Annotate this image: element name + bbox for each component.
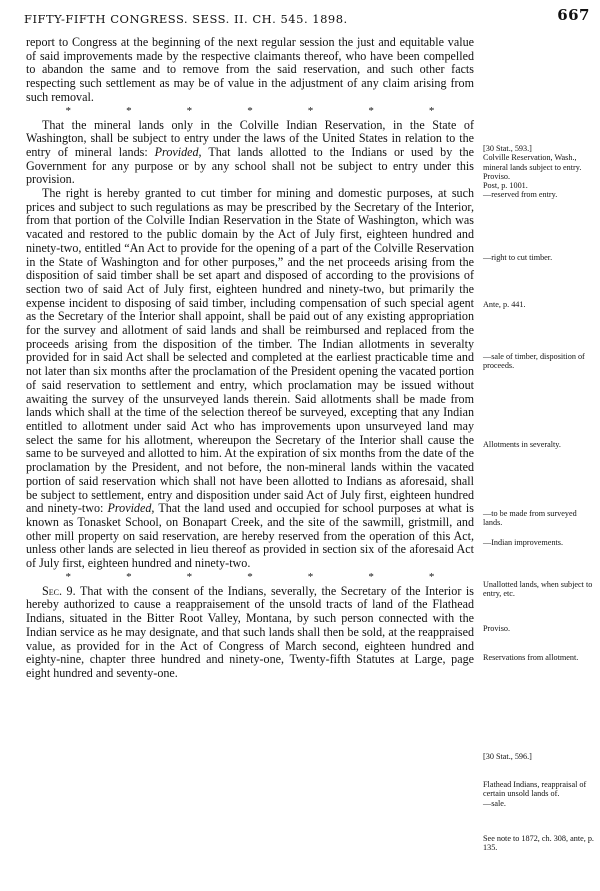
text-run: That with the consent of the Indians, severally, the Secretary of the Interior is hereby authorized to cause a reappraisement of the unsold tracts of land of the Flathead Indians, situated in the Bitter Root Valley, Montana, by such person connected with the Indian service as he may designate, and that such lands shall then be sold, at the reappraised value, as provided for in the Act of Congress of March second, eighteen hundred and eighty-nine, chapter three hundred and ninety-one, Twenty-fifth Statutes at Large, page eight hundred and seventy-one. <box>26 583 474 680</box>
page-number: 667 <box>557 6 590 24</box>
star: * <box>368 104 374 117</box>
elision-stars <box>26 105 474 119</box>
margin-note-allotments: Allotments in severalty. <box>483 440 561 449</box>
stat-citation: [30 Stat., 593.] <box>483 144 532 153</box>
margin-note-proviso: Proviso. <box>483 624 511 633</box>
text-run: That the land used and occupied for school purposes at what is known as Tonasket School, on Bonapart Creek, and the site of the sawmill, gristmill, and other mill property on said reservation, are hereby reserved from the operation of this Act, unless other lands are selected in lieu thereof as provided in section six of the aforesaid Act of July first, eighteen hundred and ninety-two. <box>26 501 474 571</box>
text-run: That the mineral lands only in the Colville Indian Reservation, in the State of Washington, shall be subject to entry under the laws of the United States in relation to the entry of mineral lands: <box>26 117 474 159</box>
margin-note-stat-596: [30 Stat., 596.] <box>483 752 532 761</box>
star: * <box>126 104 132 117</box>
margin-note-surveyed: —to be made from surveyed lands. <box>483 509 577 528</box>
star: * <box>428 104 435 117</box>
margin-note-ante: Ante, p. 441. <box>483 300 526 309</box>
running-header <box>10 6 590 26</box>
margin-note: Colville Reservation, Wash., mineral lands subject to entry. <box>483 153 582 172</box>
proviso-word: Provided, <box>107 501 155 516</box>
margin-note-sale-timber: —sale of timber, disposition of proceeds. <box>483 352 585 371</box>
text-run: That lands allotted to the Indians or used by the Government for any purpose or by any school shall not be subject to entry under this provision. <box>26 144 475 187</box>
paragraph-removal-report: report to Congress at the beginning of the next regular session the just and equitable value of said improvements made by the respective claimants thereof, who have been compelled to abandon the same and to remove from the said reservation, and such other facts respecting such settlement as may be of value in the adjustment of any claim arising from such removal. <box>26 35 474 104</box>
paragraph-mineral-lands <box>26 119 474 188</box>
star: * <box>307 570 314 583</box>
star: * <box>307 104 314 117</box>
margin-note-reservations: Reservations from allotment. <box>483 653 579 662</box>
margin-note-colville <box>483 144 598 200</box>
section-label: Sec. 9. <box>42 583 76 598</box>
margin-note-unallotted: Unallotted lands, when subject to entry, etc. <box>483 580 593 599</box>
star: * <box>65 570 72 583</box>
margin-note: —reserved from entry. <box>483 190 558 200</box>
margin-note: Proviso. <box>483 171 511 181</box>
text-run: The right is hereby granted to cut timber for mining and domestic purposes, at such prices and subject to such regulations as may be prescribed by the Secretary of the Interior, from that portion of the Colville Indian Reservation in the State of Washington, which was vacated and restored to the public domain by the Act of July first, eighteen hundred and ninety-two, entitled “An Act to provide for the opening of a part of the Colville Reservation in the State of Washington and for other purposes,” and the net proceeds arising from the disposition of said timber shall be set apart and disposed of according to the provisions of section two of said Act of July first, eighteen hundred and ninety-two, but primarily the expense incident to disposing of said timber, including compensation of such special agent as the Secretary of the Interior shall appoint, shall be paid out of any existing appropriation for the survey and allotment of said lands and shall be reimbursed and replaced from the proceeds arising from the disposition of the timber. The Indian allotments in severalty provided for in said Act shall be selected and completed at the earliest practicable time and not later than six months after the proclamation of the President opening the vacated portion of said reservation to settlement and entry, which proclamation may be issued without awaiting the survey of the unsurveyed lands therein. Said allotments shall be made from lands which shall at the time of the selection thereof be surveyed, excepting that any Indian entitled to allotment under said Act who has improvements upon unsurveyed land may select the same for his allotment, whereupon the Secretary of the Interior shall cause the same to be surveyed and allotted to him. At the expiration of six months from the date of the proclamation by the President, and not before, the non-mineral lands within the vacated portion of said reservation which shall not have been allotted to Indians as aforesaid, shall be subject to settlement, entry and disposition under said Act of July first, eighteen hundred and ninety-two: <box>26 186 474 516</box>
paragraph-timber-rights <box>26 187 474 571</box>
margin-note-see-note: See note to 1872, ch. 308, ante, p. 135. <box>483 834 594 853</box>
margin-note: Post, p. 1001. <box>483 181 528 191</box>
margin-note: Flathead Indians, reappraisal of certain unsold lands of. <box>483 780 587 799</box>
margin-note-improvements: —Indian improvements. <box>483 538 564 547</box>
star: * <box>368 570 374 583</box>
proviso-word: Provided, <box>154 144 202 159</box>
margin-note: —sale. <box>483 798 506 808</box>
star: * <box>247 570 253 583</box>
elision-stars <box>26 571 474 585</box>
margin-note-flathead <box>483 780 598 808</box>
main-text-column <box>26 36 474 681</box>
margin-note-timber: —right to cut timber. <box>483 253 553 262</box>
running-head: FIFTY-FIFTH CONGRESS. SESS. II. CH. 545. 1898. <box>24 12 348 26</box>
star: * <box>186 570 193 583</box>
star: * <box>186 104 193 117</box>
star: * <box>247 104 253 117</box>
star: * <box>126 570 132 583</box>
star: * <box>428 570 435 583</box>
paragraph-section-9 <box>26 585 474 681</box>
star: * <box>65 104 72 117</box>
